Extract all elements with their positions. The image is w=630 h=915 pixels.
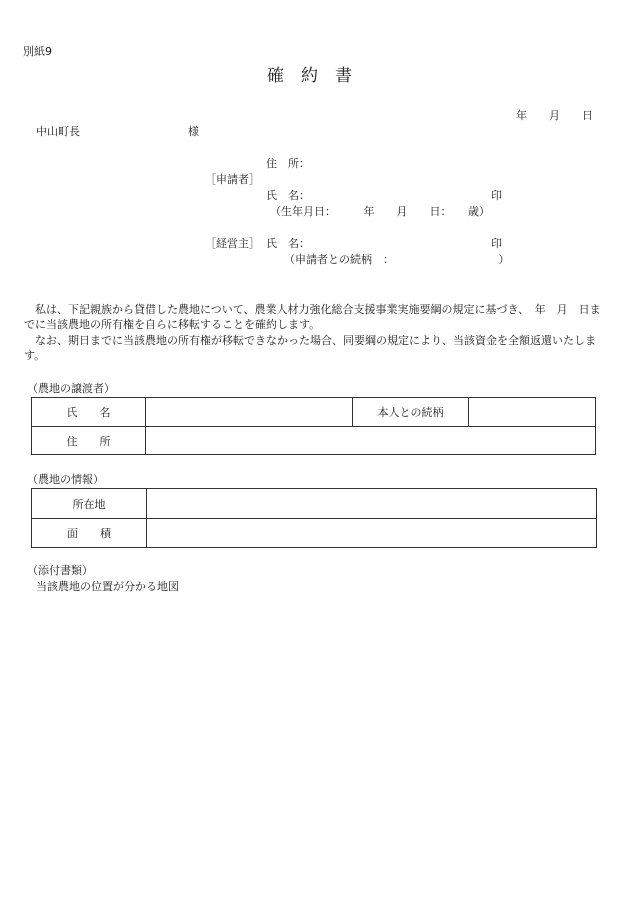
- farmland-table: [31, 488, 597, 548]
- transferor-address-field[interactable]: [146, 427, 596, 455]
- transferor-relation-label: 本人との続柄: [353, 398, 469, 427]
- refund-paragraph: なお、期日までに当該農地の所有権が移転できなかった場合、同要綱の規定により、当該資金を全額返還いたします。: [24, 334, 596, 362]
- operator-relation-line: （申請者との続柄 ： ）: [284, 253, 510, 266]
- transferor-table: [31, 397, 596, 455]
- operator-name-label: 氏 名：: [266, 237, 310, 250]
- attachments-heading: （添付書類）: [27, 564, 93, 577]
- applicant-birth-line: （生年月日： 年 月 日： 歳）: [270, 205, 490, 218]
- pledge-paragraph: 私は、下記親族から貸借した農地について、農業人材力強化総合支援事業実施要綱の規定に基づき、 年 月 日までに当該農地の所有権を自らに移転することを確約します。: [24, 303, 601, 331]
- farmland-area-field[interactable]: [147, 519, 597, 548]
- transferor-heading: （農地の譲渡者）: [27, 382, 115, 395]
- annex-label: 別紙9: [23, 45, 52, 58]
- applicant-seal: 印: [491, 189, 502, 202]
- transferor-address-label: 住 所: [32, 427, 146, 455]
- applicant-address-label: 住 所：: [266, 157, 310, 170]
- attachment-item: 当該農地の位置が分かる地図: [36, 580, 179, 593]
- operator-seal: 印: [491, 237, 502, 250]
- applicant-name-label: 氏 名：: [266, 189, 310, 202]
- operator-role-label: ［経営主］: [205, 237, 260, 250]
- transferor-name-label: 氏 名: [32, 398, 146, 427]
- date-line: 年 月 日: [516, 109, 593, 122]
- farmland-location-label: 所在地: [32, 489, 147, 519]
- addressee: 中山町長: [36, 125, 80, 138]
- farmland-heading: （農地の情報）: [27, 473, 104, 486]
- farmland-area-label: 面 積: [32, 519, 147, 548]
- page-title: 確 約 書: [267, 66, 352, 86]
- honorific: 様: [188, 125, 199, 138]
- farmland-location-field[interactable]: [147, 489, 597, 519]
- transferor-name-field[interactable]: [146, 398, 353, 427]
- applicant-role-label: ［申請者］: [205, 173, 260, 186]
- transferor-relation-field[interactable]: [469, 398, 596, 427]
